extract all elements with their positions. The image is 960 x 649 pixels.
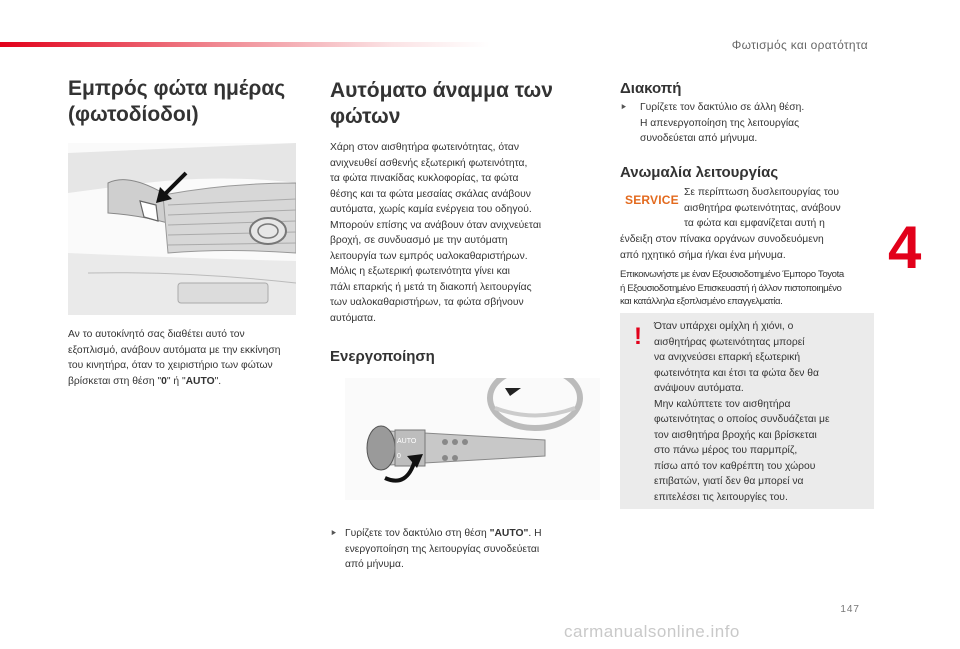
- malfunction-text: [684, 185, 884, 232]
- body-line: τα φώτα και εμφανίζεται αυτή η: [684, 218, 825, 229]
- body-line: επιτελέσει τις λειτουργίες του.: [654, 491, 788, 503]
- warning-box: [620, 313, 874, 509]
- body-line: ".: [214, 375, 222, 387]
- auto-lights-section: [330, 78, 600, 366]
- auto-lights-text: [330, 140, 600, 326]
- chapter-number: 4: [888, 214, 922, 281]
- stalk-illustration: [345, 378, 600, 500]
- body-line: Επικοινωνήστε με έναν Εξουσιοδοτημένο Έμπορο Toyota: [620, 269, 844, 280]
- activation-title: Ενεργοποίηση: [330, 348, 435, 365]
- body-line: ή Εξουσιοδοτημένο Επισκευαστή ή άλλον πιστοποιημένο: [620, 282, 842, 294]
- daytime-lights-title-line1: Εμπρός φώτα ημέρας: [68, 77, 286, 100]
- daytime-lights-section: [68, 76, 293, 128]
- body-line: αισθητήρα φωτεινότητας, ανάβουν: [684, 202, 841, 214]
- body-line: ανάψουν αυτόματα.: [654, 383, 744, 394]
- body-line: από ηχητικό σήμα ή/και ένα μήνυμα.: [620, 249, 786, 261]
- position-zero-label: 0: [161, 375, 167, 387]
- stalk-svg: [345, 378, 600, 500]
- chapter-header-title: Φωτισμός και ορατότητα: [731, 38, 868, 52]
- car-front-illustration: [68, 143, 296, 315]
- body-line: πάλι επαρκής ή μετά τη διακοπή λειτουργίας: [330, 281, 532, 293]
- daytime-lights-body: [68, 327, 308, 389]
- body-line: τα φώτα πινακίδας κυκλοφορίας, τα φώτα: [330, 173, 519, 184]
- header-accent-bar: [0, 42, 490, 47]
- body-line: " ή ": [166, 375, 186, 387]
- body-line: πίσω από τον καθρέπτη του χώρου: [654, 460, 816, 472]
- auto-position-label: "AUTO": [489, 528, 529, 539]
- stop-bullet: [640, 100, 880, 147]
- malfunction-title: Ανωμαλία λειτουργίας: [620, 164, 779, 181]
- body-line: των υαλοκαθαριστήρων, τα φώτα σβήνουν: [330, 297, 524, 308]
- body-line: από μήνυμα.: [345, 559, 404, 570]
- body-line: επιβατών, γιατί δεν θα μπορεί να: [654, 476, 804, 487]
- body-line: συνοδεύεται από μήνυμα.: [640, 133, 758, 144]
- body-line: ανιχνευθεί ασθενής εξωτερική φωτεινότητα,: [330, 157, 528, 169]
- daytime-lights-text: [68, 327, 308, 389]
- body-line: και κατάλληλα εξοπλισμένο επαγγελματία.: [620, 296, 783, 307]
- stop-text: [640, 100, 880, 147]
- body-line: θέσης και τα φώτα μεσαίας σκάλας ανάβουν: [330, 188, 531, 200]
- body-line: Αν το αυτοκίνητό σας διαθέτει αυτό τον: [68, 329, 245, 340]
- body-line: βροχή, σε συνδυασμό με την αυτόματη: [330, 235, 508, 246]
- car-front-svg: [68, 143, 296, 315]
- body-line: Γυρίζετε τον δακτύλιο στη θέση: [345, 528, 490, 539]
- activation-bullet: [345, 526, 605, 573]
- service-warning-icon: SERVICE: [625, 193, 679, 207]
- dealer-contact-text: [620, 268, 880, 309]
- stop-title: Διακοπή: [620, 80, 682, 97]
- body-line: Χάρη στον αισθητήρα φωτεινότητας, όταν: [330, 142, 519, 153]
- body-line: να ανιχνεύσει επαρκή εξωτερική: [654, 352, 801, 363]
- malfunction-body-full: [620, 232, 880, 263]
- malfunction-text-cont: [620, 232, 880, 263]
- dealer-contact: [620, 268, 880, 309]
- body-line: του κινητήρα, όταν το χειριστήριο των φώτων: [68, 360, 273, 371]
- page-number: 147: [840, 604, 860, 615]
- body-line: Μην καλύπτετε τον αισθητήρα: [654, 398, 791, 410]
- auto-lights-title-line2: φώτων: [330, 105, 401, 128]
- body-line: εξοπλισμό, ανάβουν αυτόματα με την εκκίνηση: [68, 344, 281, 356]
- body-line: στο πάνω μέρος του παρμπρίζ,: [654, 445, 798, 456]
- body-line: τον αισθητήρα βροχής και βρίσκεται: [654, 429, 817, 441]
- stop-section: [620, 80, 874, 98]
- body-line: φωτεινότητα και έτσι τα φώτα δεν θα: [654, 367, 819, 379]
- auto-lights-title: [330, 78, 600, 130]
- watermark: carmanualsonline.info: [564, 622, 740, 641]
- auto-lights-title-line1: Αυτόματο άναμμα των: [330, 79, 553, 102]
- stalk-auto-label: AUTO: [397, 438, 417, 445]
- warning-text: [654, 319, 866, 505]
- body-line: ένδειξη στον πίνακα οργάνων συνοδευόμενη: [620, 234, 824, 245]
- daytime-lights-title: [68, 76, 293, 128]
- bullet-marker-icon: ⯈: [620, 102, 628, 112]
- body-line: Η απενεργοποίηση της λειτουργίας: [640, 117, 800, 129]
- position-auto-label: AUTO: [185, 375, 215, 387]
- body-line: Σε περίπτωση δυσλειτουργίας του: [684, 187, 840, 198]
- exclamation-warning-icon: !: [634, 323, 642, 350]
- body-line: Μπορούν επίσης να ανάβουν όταν ανιχνεύεται: [330, 219, 542, 231]
- warning-text-block: [654, 319, 866, 505]
- body-line: Όταν υπάρχει ομίχλη ή χιόνι, ο: [654, 321, 794, 332]
- body-line: αυτόματα.: [330, 312, 376, 324]
- body-line: ενεργοποίηση της λειτουργίας συνοδεύεται: [345, 543, 540, 555]
- body-line: Μόλις η εξωτερική φωτεινότητα γίνει και: [330, 266, 510, 277]
- body-line: αυτόματα, χωρίς καμία ενέργεια του οδηγού.: [330, 204, 532, 215]
- activation-text: [345, 526, 605, 573]
- bullet-marker-icon: ⯈: [330, 528, 338, 538]
- body-line: . Η: [528, 528, 542, 539]
- malfunction-body-indent: [684, 185, 884, 232]
- body-line: αισθητήρας φωτεινότητας μπορεί: [654, 336, 805, 348]
- body-line: βρίσκεται στη θέση ": [68, 375, 162, 387]
- body-line: Γυρίζετε τον δακτύλιο σε άλλη θέση.: [640, 102, 805, 113]
- body-line: λειτουργία των εμπρός υαλοκαθαριστήρων.: [330, 250, 528, 262]
- daytime-lights-title-line2: (φωτοδίοδοι): [68, 103, 199, 126]
- stalk-zero-label: 0: [397, 453, 401, 460]
- body-line: φωτεινότητας ο οποίος συνδυάζεται με: [654, 414, 830, 425]
- malfunction-section: [620, 164, 778, 182]
